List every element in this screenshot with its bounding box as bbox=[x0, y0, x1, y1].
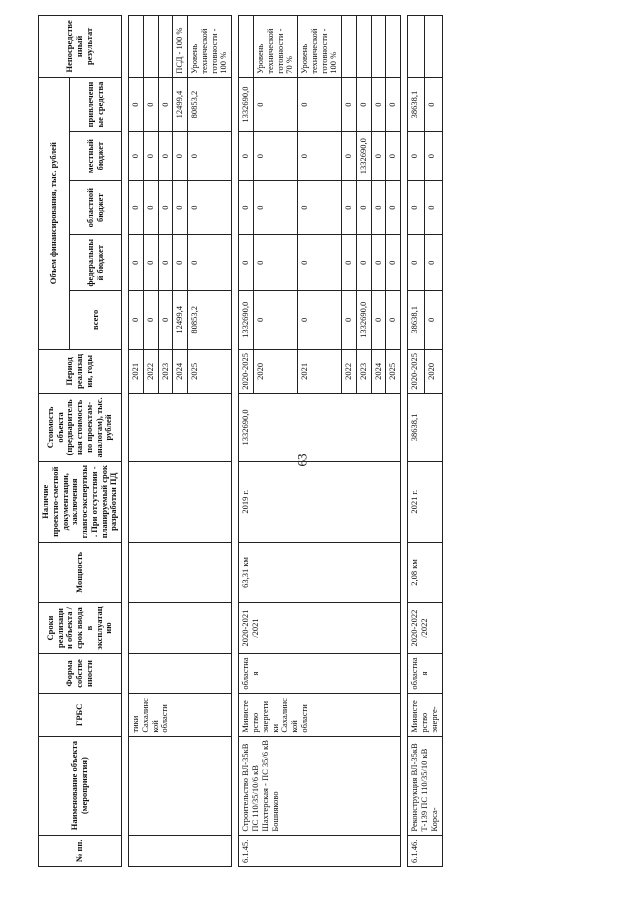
period-cell: 2022 bbox=[143, 349, 158, 393]
item-cost bbox=[129, 394, 232, 462]
item-grbs: Министерство энергетики Сахалинской области bbox=[239, 694, 401, 736]
regional-cell: 0 bbox=[386, 180, 401, 235]
item-number bbox=[129, 835, 232, 866]
item-capacity bbox=[129, 542, 232, 603]
local-cell: 0 bbox=[239, 132, 254, 181]
col-funding-group-header: Объем финансирования, тыс. рублей bbox=[39, 77, 70, 349]
total-cell: 0 bbox=[143, 291, 158, 350]
period-cell: 2021 bbox=[298, 349, 342, 393]
table-row bbox=[129, 16, 144, 867]
regional-cell: 0 bbox=[371, 180, 386, 235]
item-ownership: областная bbox=[239, 653, 401, 693]
attracted-cell: 0 bbox=[386, 77, 401, 132]
period-cell: 2024 bbox=[371, 349, 386, 393]
period-cell: 2023 bbox=[158, 349, 173, 393]
result-cell bbox=[371, 16, 386, 78]
col-grbs-header: ГРБС bbox=[39, 694, 122, 736]
local-cell: 0 bbox=[129, 132, 144, 181]
local-cell: 0 bbox=[371, 132, 386, 181]
result-cell: ПСД - 100 % bbox=[173, 16, 188, 78]
federal-cell: 0 bbox=[408, 235, 425, 291]
regional-cell: 0 bbox=[143, 180, 158, 235]
attracted-cell: 12499,4 bbox=[173, 77, 188, 132]
item-cost: 1332690,0 bbox=[239, 394, 401, 462]
col-regional-header: областной бюджет bbox=[70, 180, 122, 235]
item-name: Реконструкция ВЛ-35кВ Т-139 ПС 110/35/10 кВ Корса- bbox=[408, 736, 442, 835]
federal-cell: 0 bbox=[425, 235, 442, 291]
attracted-cell: 38638,1 bbox=[408, 77, 425, 132]
col-ownership-header: Форма собственности bbox=[39, 653, 122, 693]
attracted-cell: 0 bbox=[158, 77, 173, 132]
federal-cell: 0 bbox=[342, 235, 357, 291]
attracted-cell: 0 bbox=[425, 77, 442, 132]
period-cell: 2020 bbox=[425, 349, 442, 393]
total-cell: 0 bbox=[298, 291, 342, 350]
regional-cell: 0 bbox=[356, 180, 371, 235]
regional-cell: 0 bbox=[342, 180, 357, 235]
total-cell: 12499,4 bbox=[173, 291, 188, 350]
header-gap bbox=[122, 16, 129, 867]
local-cell: 0 bbox=[158, 132, 173, 181]
col-result-header: Непосредственный результат bbox=[39, 16, 122, 78]
local-cell: 0 bbox=[173, 132, 188, 181]
item-number: 6.1.45. bbox=[239, 835, 401, 866]
item-name: Строительство ВЛ-35кВ ПС 110/35/10/6 кВ Шахтерская - ПС 35/6 кВ Бошняково bbox=[239, 736, 401, 835]
col-psd-header: Наличие проектно-сметной документации, заключения главгосэкспертизы. При отсутствии - планируемый срок разработки ПД bbox=[39, 461, 122, 542]
result-cell bbox=[239, 16, 254, 78]
attracted-cell: 0 bbox=[254, 77, 298, 132]
item-name bbox=[129, 736, 232, 835]
block-gap bbox=[232, 16, 239, 867]
regional-cell: 0 bbox=[158, 180, 173, 235]
period-cell: 2025 bbox=[188, 349, 232, 393]
period-cell: 2020-2025 bbox=[408, 349, 425, 393]
total-cell: 0 bbox=[254, 291, 298, 350]
attracted-cell: 0 bbox=[129, 77, 144, 132]
result-cell: Уровень технической готовности - 100 % bbox=[188, 16, 232, 78]
period-cell: 2024 bbox=[173, 349, 188, 393]
header-row-1 bbox=[39, 16, 70, 867]
item-terms: 2020-2022 /2022 bbox=[408, 603, 442, 654]
total-cell: 0 bbox=[158, 291, 173, 350]
regional-cell: 0 bbox=[298, 180, 342, 235]
col-num-header: № пп. bbox=[39, 835, 122, 866]
table-row bbox=[239, 16, 254, 867]
local-cell: 0 bbox=[143, 132, 158, 181]
item-terms: 2020-2021 /2021 bbox=[239, 603, 401, 654]
item-capacity: 2,08 км bbox=[408, 542, 442, 603]
attracted-cell: 0 bbox=[143, 77, 158, 132]
total-cell: 0 bbox=[342, 291, 357, 350]
attracted-cell: 0 bbox=[342, 77, 357, 132]
total-cell: 0 bbox=[425, 291, 442, 350]
col-period-header: Период реализации, годы bbox=[39, 349, 122, 393]
period-cell: 2020-2025 bbox=[239, 349, 254, 393]
rotated-table-sheet bbox=[38, 15, 604, 867]
local-cell: 0 bbox=[342, 132, 357, 181]
local-cell: 0 bbox=[254, 132, 298, 181]
item-number: 6.1.46. bbox=[408, 835, 442, 866]
result-cell: Уровень технической готовности - 70 % bbox=[254, 16, 298, 78]
local-cell: 0 bbox=[298, 132, 342, 181]
federal-cell: 0 bbox=[386, 235, 401, 291]
attracted-cell: 80853,2 bbox=[188, 77, 232, 132]
period-cell: 2023 bbox=[356, 349, 371, 393]
federal-cell: 0 bbox=[188, 235, 232, 291]
financing-table bbox=[38, 15, 443, 867]
result-cell bbox=[425, 16, 442, 78]
col-total-header: всего bbox=[70, 291, 122, 350]
table-row bbox=[408, 16, 425, 867]
federal-cell: 0 bbox=[298, 235, 342, 291]
local-cell: 0 bbox=[408, 132, 425, 181]
result-cell bbox=[143, 16, 158, 78]
attracted-cell: 1332690,0 bbox=[239, 77, 254, 132]
attracted-cell: 0 bbox=[371, 77, 386, 132]
result-cell bbox=[408, 16, 425, 78]
item-ownership: областная bbox=[408, 653, 442, 693]
attracted-cell: 0 bbox=[356, 77, 371, 132]
local-cell: 0 bbox=[188, 132, 232, 181]
col-local-header: местный бюджет bbox=[70, 132, 122, 181]
attracted-cell: 0 bbox=[298, 77, 342, 132]
local-cell: 0 bbox=[425, 132, 442, 181]
regional-cell: 0 bbox=[239, 180, 254, 235]
item-psd: 2021 г. bbox=[408, 461, 442, 542]
item-cost: 38638,1 bbox=[408, 394, 442, 462]
item-terms bbox=[129, 603, 232, 654]
col-attracted-header: привлеченные средства bbox=[70, 77, 122, 132]
result-cell bbox=[386, 16, 401, 78]
regional-cell: 0 bbox=[425, 180, 442, 235]
result-cell: Уровень технической готовности - 100 % bbox=[298, 16, 342, 78]
federal-cell: 0 bbox=[129, 235, 144, 291]
col-federal-header: федеральный бюджет bbox=[70, 235, 122, 291]
block-gap bbox=[401, 16, 408, 867]
total-cell: 0 bbox=[386, 291, 401, 350]
regional-cell: 0 bbox=[254, 180, 298, 235]
item-capacity: 63,31 км bbox=[239, 542, 401, 603]
total-cell: 80853,2 bbox=[188, 291, 232, 350]
federal-cell: 0 bbox=[158, 235, 173, 291]
item-psd bbox=[129, 461, 232, 542]
local-cell: 1332690,0 bbox=[356, 132, 371, 181]
federal-cell: 0 bbox=[371, 235, 386, 291]
page-number: 63 bbox=[294, 453, 310, 467]
regional-cell: 0 bbox=[408, 180, 425, 235]
col-cost-header: Стоимость объекта (предварительная стоимость по проектам-аналогам), тыс. рублей bbox=[39, 394, 122, 462]
item-ownership bbox=[129, 653, 232, 693]
total-cell: 38638,1 bbox=[408, 291, 425, 350]
period-cell: 2025 bbox=[386, 349, 401, 393]
total-cell: 1332690,0 bbox=[356, 291, 371, 350]
period-cell: 2021 bbox=[129, 349, 144, 393]
total-cell: 0 bbox=[129, 291, 144, 350]
col-terms-header: Сроки реализации объекта / срок ввода в эксплуатацию bbox=[39, 603, 122, 654]
federal-cell: 0 bbox=[239, 235, 254, 291]
local-cell: 0 bbox=[386, 132, 401, 181]
federal-cell: 0 bbox=[173, 235, 188, 291]
total-cell: 1332690,0 bbox=[239, 291, 254, 350]
regional-cell: 0 bbox=[188, 180, 232, 235]
period-cell: 2022 bbox=[342, 349, 357, 393]
item-grbs: тики Сахалинской области bbox=[129, 694, 232, 736]
item-psd: 2019 г. bbox=[239, 461, 401, 542]
col-name-header: Наименование объекта (мероприятия) bbox=[39, 736, 122, 835]
total-cell: 0 bbox=[371, 291, 386, 350]
col-capacity-header: Мощность bbox=[39, 542, 122, 603]
regional-cell: 0 bbox=[173, 180, 188, 235]
period-cell: 2020 bbox=[254, 349, 298, 393]
result-cell bbox=[342, 16, 357, 78]
federal-cell: 0 bbox=[143, 235, 158, 291]
federal-cell: 0 bbox=[254, 235, 298, 291]
result-cell bbox=[356, 16, 371, 78]
regional-cell: 0 bbox=[129, 180, 144, 235]
result-cell bbox=[129, 16, 144, 78]
result-cell bbox=[158, 16, 173, 78]
federal-cell: 0 bbox=[356, 235, 371, 291]
table-body bbox=[129, 16, 442, 867]
item-grbs: Министерство энерге- bbox=[408, 694, 442, 736]
